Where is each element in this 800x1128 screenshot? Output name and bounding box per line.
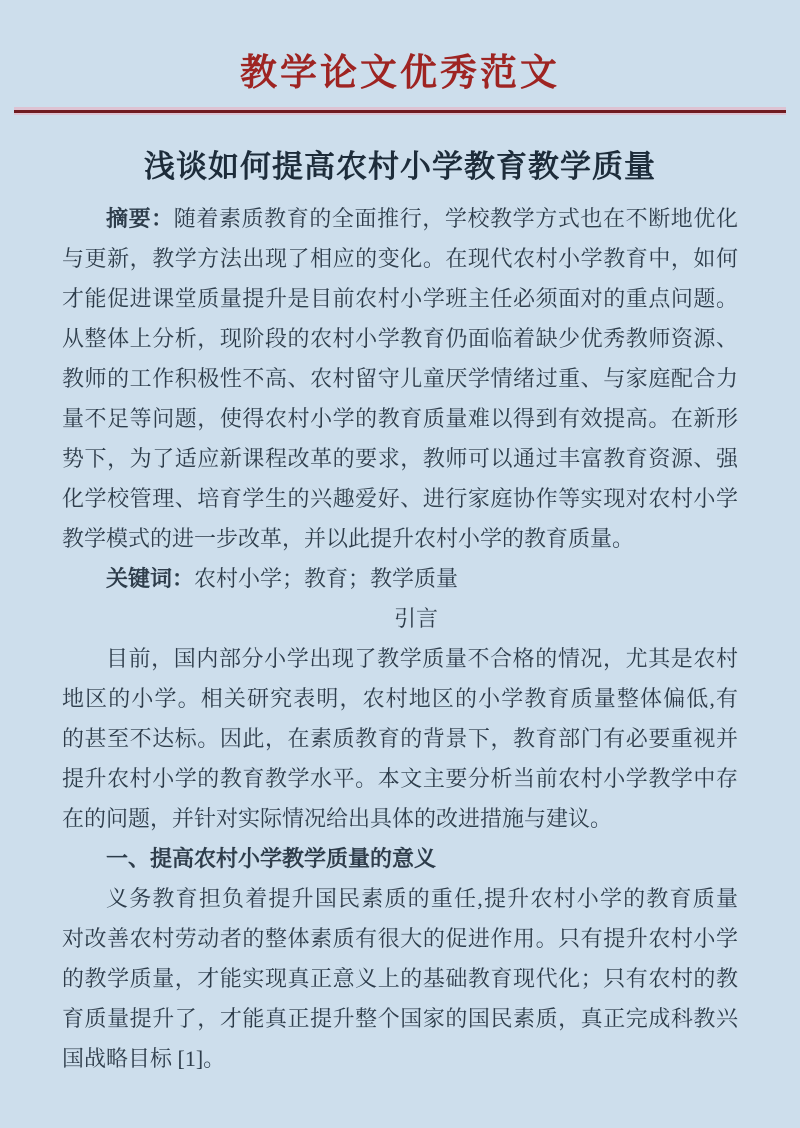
abstract-line-9: 教学模式的进一步改革，并以此提升农村小学的教育质量。	[62, 526, 635, 551]
abstract-line-1	[62, 199, 738, 239]
intro-line-2: 地区的小学。相关研究表明，农村地区的小学教育质量整体偏低,有	[62, 686, 738, 711]
intro-line-5: 在的问题，并针对实际情况给出具体的改进措施与建议。	[62, 806, 613, 831]
section-1-line-4: 育质量提升了，才能真正提升整个国家的国民素质，真正完成科教兴	[62, 1006, 738, 1031]
intro-heading: 引言	[393, 606, 438, 631]
section-1-line-5: 国战略目标 [1]。	[62, 1046, 226, 1071]
header-divider-rule	[14, 107, 786, 115]
keywords-line	[62, 559, 738, 599]
abstract-line-8: 化学校管理、培育学生的兴趣爱好、进行家庭协作等实现对农村小学	[62, 486, 738, 511]
section-1-heading: 一、提高农村小学教学质量的意义	[106, 846, 437, 871]
section-1-line-2: 对改善农村劳动者的整体素质有很大的促进作用。只有提升农村小学	[62, 926, 738, 951]
abstract-line-1-text: 随着素质教育的全面推行，学校教学方式也在不断地优化	[173, 206, 738, 231]
abstract-line-7: 势下，为了适应新课程改革的要求，教师可以通过丰富教育资源、强	[62, 446, 738, 471]
doc-title: 浅谈如何提高农村小学教育教学质量	[144, 149, 656, 184]
abstract-line-5: 教师的工作积极性不高、农村留守儿童厌学情绪过重、与家庭配合力	[62, 366, 738, 391]
abstract-line-2: 与更新，教学方法出现了相应的变化。在现代农村小学教育中，如何	[62, 246, 738, 271]
abstract-line-3: 才能促进课堂质量提升是目前农村小学班主任必须面对的重点问题。	[62, 286, 738, 311]
document-body	[62, 199, 738, 1079]
abstract-line-6: 量不足等问题，使得农村小学的教育质量难以得到有效提高。在新形	[62, 406, 738, 431]
section-1-line-1: 义务教育担负着提升国民素质的重任,提升农村小学的教育质量	[106, 886, 738, 911]
keywords-label: 关键词：	[106, 566, 195, 591]
page-header-title: 教学论文优秀范文	[240, 53, 560, 94]
keywords-text: 农村小学；教育；教学质量	[194, 566, 459, 591]
intro-line-3: 的甚至不达标。因此，在素质教育的背景下，教育部门有必要重视并	[62, 726, 738, 751]
section-1-line-3: 的教学质量，才能实现真正意义上的基础教育现代化；只有农村的教	[62, 966, 738, 991]
intro-line-4: 提升农村小学的教育教学水平。本文主要分析当前农村小学教学中存	[62, 766, 738, 791]
abstract-line-4: 从整体上分析，现阶段的农村小学教育仍面临着缺少优秀教师资源、	[62, 326, 738, 351]
abstract-label: 摘要：	[106, 206, 174, 231]
intro-line-1: 目前，国内部分小学出现了教学质量不合格的情况，尤其是农村	[106, 646, 738, 671]
